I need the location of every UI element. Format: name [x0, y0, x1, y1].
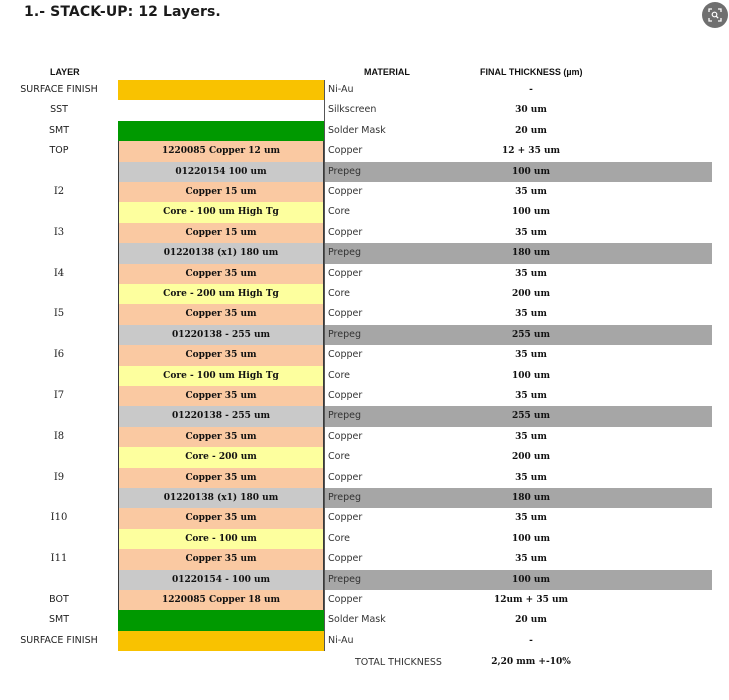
- material-label: Silkscreen: [328, 104, 377, 116]
- layer-label: [0, 243, 118, 263]
- layer-swatch-soldermask: [118, 610, 324, 630]
- layer-label: I9: [53, 471, 65, 483]
- thickness-value: 35 um: [515, 227, 547, 238]
- layer-swatch-silkscreen: [118, 100, 324, 120]
- layer-swatch-prepreg: 01220138 (x1) 180 um: [118, 243, 324, 263]
- stackup-row: [0, 182, 729, 202]
- thickness-value: 35 um: [515, 268, 547, 279]
- thickness-value: -: [529, 635, 533, 646]
- thickness-value: 35 um: [515, 350, 547, 361]
- material-label: Core: [328, 532, 350, 544]
- layer-swatch-copper: Copper 35 um: [118, 345, 324, 365]
- layer-label: SURFACE FINISH: [20, 84, 98, 95]
- material-label: Copper: [328, 512, 363, 524]
- layer-label: I10: [50, 512, 68, 524]
- layer-swatch-prepreg: 01220154 100 um: [118, 162, 324, 182]
- layer-swatch-prepreg: 01220154 - 100 um: [118, 570, 324, 590]
- material-label: Copper: [328, 145, 363, 157]
- layer-label: [0, 162, 118, 182]
- material-label: Core: [328, 369, 350, 381]
- layer-label: I4: [53, 267, 65, 279]
- stackup-row: [0, 610, 729, 630]
- thickness-value: 35 um: [515, 391, 547, 401]
- layer-label: I2: [53, 186, 65, 197]
- thickness-value: 35 um: [515, 513, 547, 524]
- layer-swatch-copper: Copper 35 um: [118, 386, 324, 406]
- material-label: Ni-Au: [328, 634, 354, 646]
- layer-label: I3: [53, 226, 65, 238]
- stackup-row: [0, 570, 729, 590]
- layer-swatch-core: Core - 200 um: [118, 447, 324, 467]
- layer-swatch-copper: Copper 35 um: [118, 549, 324, 569]
- layer-label: [0, 447, 118, 467]
- stackup-row: [0, 304, 729, 324]
- material-label: Ni-Au: [328, 84, 354, 95]
- thickness-value: 100 um: [512, 370, 550, 381]
- header-final-thickness: FINAL THICKNESS (µm): [480, 67, 583, 77]
- stackup-row: [0, 284, 729, 304]
- layer-label: [0, 529, 118, 549]
- layer-label: [0, 570, 118, 590]
- layer-label: [0, 406, 118, 426]
- layer-label: I8: [53, 430, 65, 442]
- total-thickness-value: 2,20 mm +-10%: [491, 657, 571, 667]
- header-layer: LAYER: [50, 67, 80, 77]
- material-label: Copper: [328, 349, 363, 361]
- material-label: Copper: [328, 226, 363, 238]
- thickness-value: 200 um: [512, 289, 550, 299]
- layer-label: I7: [53, 390, 65, 401]
- material-label: Copper: [328, 308, 363, 320]
- thickness-value: 20 um: [515, 125, 547, 136]
- visual-search-button[interactable]: [702, 2, 728, 28]
- thickness-value: 12 + 35 um: [501, 146, 561, 157]
- material-label: Core: [328, 206, 350, 218]
- layer-label: TOP: [49, 145, 69, 157]
- stackup-row: [0, 243, 729, 263]
- layer-label: [0, 325, 118, 345]
- thickness-value: 35 um: [515, 472, 547, 483]
- stackup-row: [0, 366, 729, 386]
- stackup-row: [0, 223, 729, 243]
- material-label: Copper: [328, 186, 363, 197]
- layer-label: [0, 366, 118, 386]
- layer-label: [0, 202, 118, 222]
- stackup-row: [0, 264, 729, 284]
- layer-swatch-finish: [118, 80, 324, 100]
- thickness-value: 255 um: [512, 411, 550, 422]
- stackup-row: [0, 631, 729, 651]
- layer-swatch-core: Core - 200 um High Tg: [118, 284, 324, 304]
- page-title: 1.- STACK-UP: 12 Layers.: [24, 4, 221, 20]
- layer-label: SMT: [48, 614, 70, 626]
- stackup-row: [0, 468, 729, 488]
- layer-swatch-copper: Copper 35 um: [118, 427, 324, 447]
- layer-swatch-copper: 1220085 Copper 18 um: [118, 590, 324, 610]
- stackup-row: [0, 427, 729, 447]
- stackup-row: [0, 549, 729, 569]
- thickness-value: 100 um: [512, 533, 550, 544]
- thickness-value: 200 um: [512, 452, 550, 463]
- stackup-row: [0, 590, 729, 610]
- layer-label: [0, 488, 118, 508]
- stackup-row: [0, 406, 729, 426]
- stackup-row: [0, 529, 729, 549]
- material-label: Copper: [328, 553, 363, 565]
- layer-label: SMT: [48, 124, 70, 136]
- image-search-icon: [708, 8, 722, 22]
- thickness-value: 180 um: [512, 493, 550, 503]
- thickness-value: 35 um: [515, 554, 547, 565]
- stackup-row: [0, 202, 729, 222]
- material-label: Copper: [328, 430, 363, 442]
- thickness-value: 180 um: [512, 248, 550, 259]
- stackup-row: [0, 121, 729, 141]
- thickness-value: 20 um: [515, 615, 547, 626]
- material-label: Core: [328, 451, 350, 463]
- material-label: Copper: [328, 390, 363, 401]
- layer-swatch-copper: Copper 35 um: [118, 468, 324, 488]
- stackup-row: [0, 386, 729, 406]
- layer-label: I5: [53, 308, 65, 320]
- stackup-row: [0, 508, 729, 528]
- thickness-value: 255 um: [512, 329, 550, 340]
- stackup-row: [0, 488, 729, 508]
- material-label: Copper: [328, 594, 363, 605]
- layer-label: [0, 284, 118, 304]
- total-thickness-label: TOTAL THICKNESS: [355, 657, 442, 668]
- material-label: Copper: [328, 471, 363, 483]
- layer-swatch-copper: Copper 35 um: [118, 304, 324, 324]
- material-label: Prepeg: [328, 165, 362, 177]
- layer-swatch-core: Core - 100 um: [118, 529, 324, 549]
- thickness-value: 12um + 35 um: [493, 595, 569, 605]
- material-label: Copper: [328, 267, 363, 279]
- layer-label: I6: [53, 349, 65, 361]
- stackup-row: [0, 325, 729, 345]
- layer-label: SURFACE FINISH: [20, 634, 98, 646]
- layer-swatch-core: Core - 100 um High Tg: [118, 366, 324, 386]
- layer-swatch-prepreg: 01220138 - 255 um: [118, 325, 324, 345]
- layer-label: I11: [50, 553, 68, 565]
- layer-swatch-copper: Copper 15 um: [118, 182, 324, 202]
- material-label: Solder Mask: [328, 124, 386, 136]
- stackup-row: [0, 141, 729, 161]
- layer-label: SST: [50, 104, 68, 116]
- material-label: Prepeg: [328, 328, 362, 340]
- thickness-value: 35 um: [515, 187, 547, 197]
- thickness-value: 35 um: [515, 431, 547, 442]
- layer-swatch-finish: [118, 631, 324, 651]
- thickness-value: 35 um: [515, 309, 547, 320]
- layer-swatch-copper: Copper 35 um: [118, 264, 324, 284]
- stackup-row: [0, 447, 729, 467]
- thickness-value: 100 um: [512, 574, 550, 585]
- material-label: Core: [328, 288, 350, 299]
- stackup-row: [0, 345, 729, 365]
- layer-label: BOT: [49, 594, 69, 605]
- header-material: MATERIAL: [364, 67, 410, 77]
- stackup-row: [0, 100, 729, 120]
- material-label: Prepeg: [328, 410, 362, 422]
- thickness-value: 30 um: [515, 105, 547, 116]
- material-label: Prepeg: [328, 492, 362, 503]
- layer-swatch-copper: Copper 15 um: [118, 223, 324, 243]
- stackup-row: [0, 162, 729, 182]
- material-label: Solder Mask: [328, 614, 386, 626]
- thickness-value: 100 um: [512, 207, 550, 218]
- layer-swatch-soldermask: [118, 121, 324, 141]
- thickness-value: -: [529, 85, 533, 95]
- layer-swatch-copper: Copper 35 um: [118, 508, 324, 528]
- material-label: Prepeg: [328, 573, 362, 585]
- thickness-value: 100 um: [512, 166, 550, 177]
- layer-swatch-prepreg: 01220138 - 255 um: [118, 406, 324, 426]
- material-label: Prepeg: [328, 247, 362, 259]
- layer-swatch-core: Core - 100 um High Tg: [118, 202, 324, 222]
- layer-swatch-copper: 1220085 Copper 12 um: [118, 141, 324, 161]
- stackup-row: [0, 80, 729, 100]
- layer-swatch-prepreg: 01220138 (x1) 180 um: [118, 488, 324, 508]
